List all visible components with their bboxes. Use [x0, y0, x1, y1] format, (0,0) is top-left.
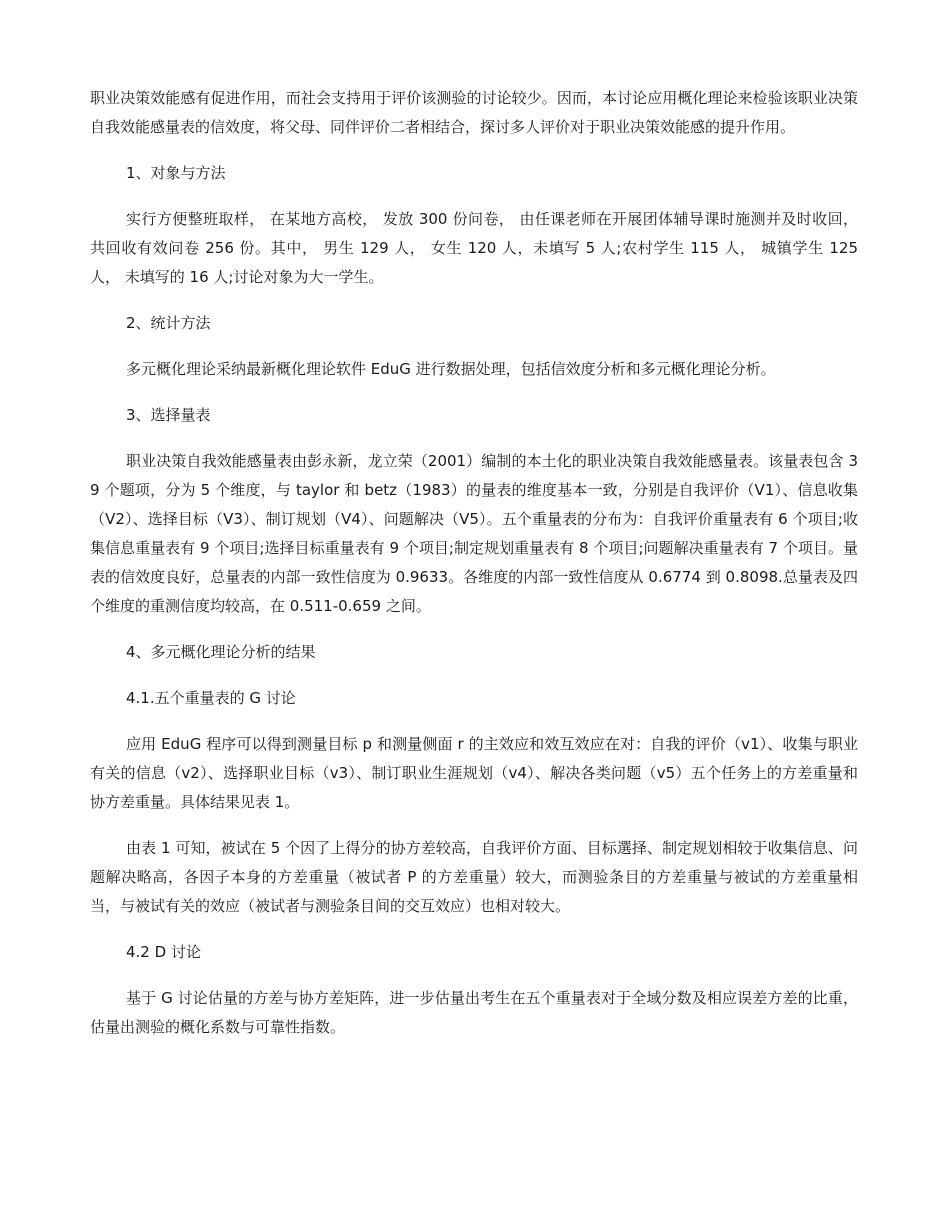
section-heading: 4.2 D 讨论	[126, 943, 201, 961]
body-paragraph: 由表 1 可知，被试在 5 个因了上得分的协方差较高，自我评价方面、目标選择、制定规划相较于收集信息、问题解决略高，各因子本身的方差重量（被试者 P 的方差重量）较大，而测验条目的方差重量与被试的方差重量相当，与被试有关的效应（被试者与测验条目间的交互效应）也相对较大。	[90, 839, 858, 915]
section-heading: 4、多元概化理论分析的结果	[126, 643, 316, 661]
section-heading: 3、选择量表	[126, 406, 211, 424]
body-paragraph: 多元概化理论采纳最新概化理论软件 EduG 进行数据处理，包括信效度分析和多元概化理论分析。	[126, 360, 776, 378]
document-page	[90, 84, 858, 1059]
section-heading: 2、统计方法	[126, 314, 211, 332]
body-paragraph: 职业决策自我效能感量表由彭永新，龙立荣（2001）编制的本土化的职业决策自我效能感量表。该量表包含 39 个题项，分为 5 个维度，与 taylor 和 betz（1983）的量表的维度基本一致，分别是自我评价（V1）、信息收集（V2）、选择目标（V3）、制订规划（V4）、问题解决（V5）。五个重量表的分布为：自我评价重量表有 6 个项目;收集信息重量表有 9 个项目;选择目标重量表有 9 个项目;制定规划重量表有 8 个项目;问题解决重量表有 7 个项目。量表的信效度良好，总量表的内部一致性信度为 0.9633。各维度的内部一致性信度从 0.6774 到 0.8098.总量表及四个维度的重测信度均较高，在 0.511-0.659 之间。	[90, 452, 858, 615]
body-paragraph: 职业决策效能感有促进作用，而社会支持用于评价该测验的讨论较少。因而，本讨论应用概化理论来检验该职业决策自我效能感量表的信效度，将父母、同伴评价二者相结合，探讨多人评价对于职业决策效能感的提升作用。	[90, 89, 858, 136]
body-paragraph: 实行方便整班取样， 在某地方高校， 发放 300 份问卷， 由任课老师在开展团体辅导课时施测并及时收回， 共回收有效问卷 256 份。其中， 男生 129 人， 女生 120 人，未填写 5 人;农村学生 115 人， 城镇学生 125 人， 未填写的 16 人;讨论对象为大一学生。	[90, 210, 858, 286]
body-paragraph: 应用 EduG 程序可以得到测量目标 p 和测量侧面 r 的主效应和效互效应在对：自我的评价（v1）、收集与职业有关的信息（v2）、选择职业目标（v3）、制订职业生涯规划（v4）、解决各类问题（v5）五个任务上的方差重量和协方差重量。具体结果见表 1。	[90, 735, 858, 811]
body-paragraph: 基于 G 讨论估量的方差与协方差矩阵，进一步估量出考生在五个重量表对于全域分数及相应误差方差的比重，估量出测验的概化系数与可靠性指数。	[90, 989, 858, 1036]
section-heading: 4.1.五个重量表的 G 讨论	[126, 689, 296, 707]
section-heading: 1、对象与方法	[126, 164, 226, 182]
